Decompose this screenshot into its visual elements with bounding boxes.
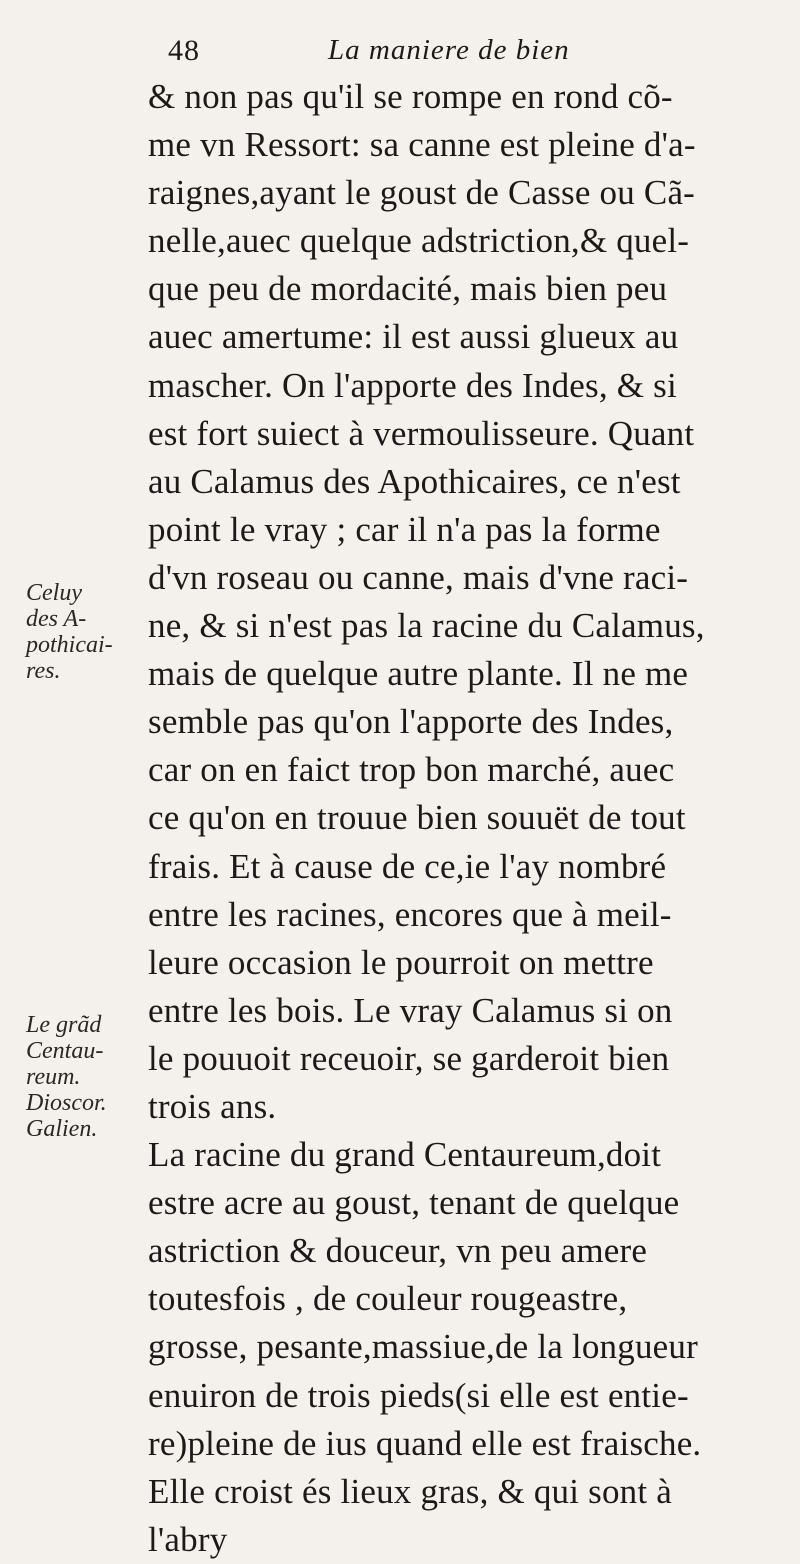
running-title: La maniere de bien xyxy=(328,34,570,66)
text-line: auec amertume: il est aussi glueux au xyxy=(148,317,679,357)
text-line: ne, & si n'est pas la racine du Calamus, xyxy=(148,606,705,646)
text-line: mais de quelque autre plante. Il ne me xyxy=(148,654,689,694)
margin-note-line: Dioscor. xyxy=(26,1090,107,1116)
margin-note-line: des A- xyxy=(26,606,87,632)
text-line: raignes,ayant le goust de Casse ou Cã- xyxy=(148,173,696,213)
text-line: point le vray ; car il n'a pas la forme xyxy=(148,509,661,549)
text-line: La racine du grand Centaureum,doit xyxy=(148,1135,662,1175)
text-line: re)pleine de ius quand elle est fraische. xyxy=(148,1423,702,1463)
body-text xyxy=(148,73,798,1564)
text-line: grosse, pesante,massiue,de la longueur xyxy=(148,1327,698,1367)
text-line: le pouuoit receuoir, se garderoit bien xyxy=(148,1038,670,1078)
margin-note-line: reum. xyxy=(26,1064,81,1090)
text-line: toutesfois , de couleur rougeastre, xyxy=(148,1279,628,1319)
margin-note-line: Centau- xyxy=(26,1038,104,1064)
margin-note-line: pothicai- xyxy=(26,632,113,658)
text-line: est fort suiect à vermoulisseure. Quant xyxy=(148,413,695,453)
text-line: car on en faict trop bon marché, auec xyxy=(148,750,675,790)
text-line: enuiron de trois pieds(si elle est entie- xyxy=(148,1375,689,1415)
margin-note-line: res. xyxy=(26,658,61,684)
text-line: & non pas qu'il se rompe en rond cõ- xyxy=(148,77,673,116)
margin-note-line: Celuy xyxy=(26,580,82,606)
margin-note-line: Galien. xyxy=(26,1116,98,1142)
text-line: nelle,auec quelque adstriction,& quel- xyxy=(148,221,690,261)
text-line: d'vn roseau ou canne, mais d'vne raci- xyxy=(148,557,689,597)
text-line: leure occasion le pourroit on mettre xyxy=(148,942,654,982)
text-line: astriction & douceur, vn peu amere xyxy=(148,1231,648,1271)
text-line: l'abry xyxy=(148,1519,228,1559)
margin-note-apothicaires xyxy=(26,580,113,684)
page-number: 48 xyxy=(168,34,200,67)
text-line: frais. Et à cause de ce,ie l'ay nombré xyxy=(148,846,667,886)
text-line: entre les racines, encores que à meil- xyxy=(148,894,672,934)
margin-note-centaureum xyxy=(26,1012,107,1142)
text-line: semble pas qu'on l'apporte des Indes, xyxy=(148,702,674,742)
text-line: me vn Ressort: sa canne est pleine d'a- xyxy=(148,125,696,165)
margin-note-line: Le grãd xyxy=(26,1012,102,1038)
text-line: trois ans. xyxy=(148,1086,277,1126)
text-line: estre acre au goust, tenant de quelque xyxy=(148,1183,680,1223)
text-line: au Calamus des Apothicaires, ce n'est xyxy=(148,461,681,501)
text-line: que peu de mordacité, mais bien peu xyxy=(148,269,668,309)
text-line: Elle croist és lieux gras, & qui sont à xyxy=(148,1471,672,1511)
text-line: mascher. On l'apporte des Indes, & si xyxy=(148,365,677,405)
text-line: ce qu'on en trouue bien souuët de tout xyxy=(148,798,686,838)
running-head xyxy=(168,30,728,70)
text-line: entre les bois. Le vray Calamus si on xyxy=(148,990,673,1030)
